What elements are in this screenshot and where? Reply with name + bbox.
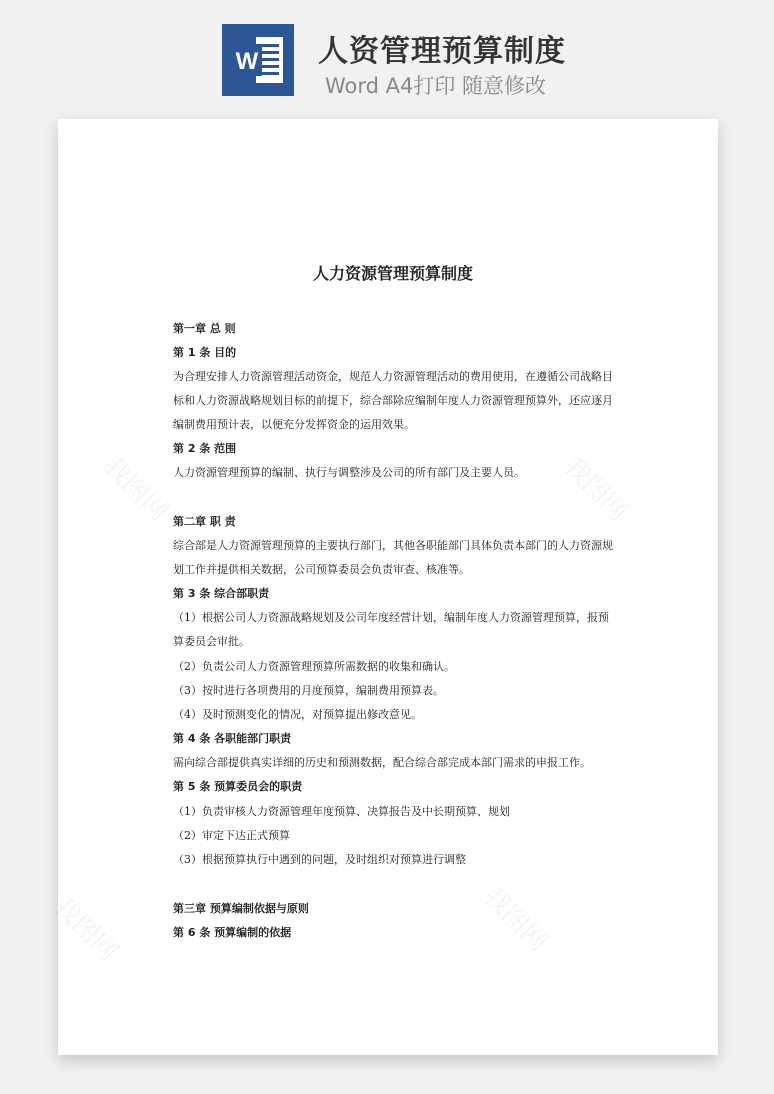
article-heading: 第 6 条 预算编制的依据: [173, 926, 292, 939]
paragraph-line: 算委员会审批。: [173, 635, 250, 648]
paragraph-line: （2）审定下达正式预算: [173, 829, 290, 842]
paragraph-line: 为合理安排人力资源管理活动资金，规范人力资源管理活动的费用使用，在遵循公司战略目: [173, 370, 613, 383]
watermark: 我图网: [477, 881, 554, 958]
paragraph-line: 人力资源管理预算的编制、执行与调整涉及公司的所有部门及主要人员。: [173, 466, 525, 479]
article-heading: 第 2 条 范围: [173, 442, 237, 455]
word-icon: [222, 24, 294, 96]
article-heading: 第 4 条 各职能部门职责: [173, 732, 292, 745]
paragraph-line: 编制费用预计表，以便充分发挥资金的运用效果。: [173, 418, 415, 431]
paragraph-line: 综合部是人力资源管理预算的主要执行部门，其他各职能部门具体负责本部门的人力资源规: [173, 539, 613, 552]
watermark: 我图网: [47, 891, 124, 968]
header-title: 人资管理预算制度: [318, 34, 566, 69]
watermark: 我图网: [97, 451, 174, 528]
article-heading: 第 1 条 目的: [173, 346, 237, 359]
article-heading: 第 3 条 综合部职责: [173, 587, 270, 600]
watermark: 我图网: [557, 451, 634, 528]
chapter-heading: 第二章 职 责: [173, 515, 236, 528]
chapter-heading: 第三章 预算编制依据与原则: [173, 902, 309, 915]
header: [0, 0, 774, 110]
document-title: 人力资源管理预算制度: [312, 264, 473, 283]
word-icon-letter: W: [235, 48, 259, 75]
paragraph-line: （3）根据预算执行中遇到的问题，及时组织对预算进行调整: [173, 853, 466, 866]
paragraph-line: （1）根据公司人力资源战略规划及公司年度经营计划，编制年度人力资源管理预算，报预: [173, 611, 609, 624]
header-subtitle: Word A4打印 随意修改: [325, 74, 547, 98]
paragraph-line: 划工作并提供相关数据，公司预算委员会负责审查、核准等。: [173, 563, 470, 576]
chapter-heading: 第一章 总 则: [173, 322, 236, 335]
article-heading: 第 5 条 预算委员会的职责: [173, 780, 303, 793]
document-page: [47, 119, 718, 1055]
paragraph-line: 标和人力资源战略规划目标的前提下，综合部除应编制年度人力资源管理预算外，还应逐月: [173, 394, 613, 407]
paragraph-line: （2）负责公司人力资源管理预算所需数据的收集和确认。: [173, 660, 455, 673]
paragraph-line: （1）负责审核人力资源管理年度预算、决算报告及中长期预算、规划: [173, 805, 510, 818]
paragraph-line: （4）及时预测变化的情况，对预算提出修改意见。: [173, 708, 422, 721]
paragraph-line: 需向综合部提供真实详细的历史和预测数据，配合综合部完成本部门需求的申报工作。: [173, 756, 591, 769]
paragraph-line: （3）按时进行各项费用的月度预算，编制费用预算表。: [173, 684, 444, 697]
